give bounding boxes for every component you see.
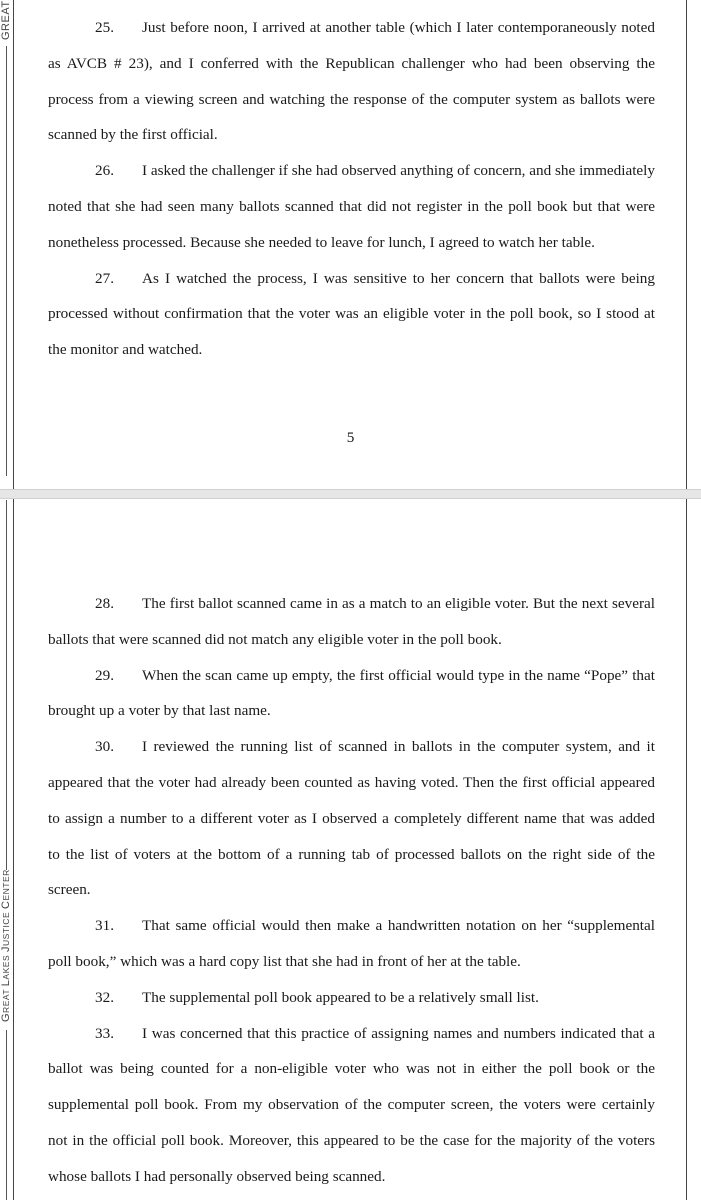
paragraph-first-line (95, 162, 655, 180)
sidebar-line (6, 46, 7, 476)
sidebar-watermark-top (0, 0, 13, 200)
paragraph-text: When the scan came up empty, the first official would type in the name “Pope” that (142, 666, 655, 684)
paragraph-line (48, 881, 655, 899)
paragraph-text: not in the official poll book. Moreover, this appeared to be the case for the majority of the voters (48, 1132, 655, 1149)
paragraph-text: ballots that were scanned did not match any eligible voter in the poll book. (48, 630, 502, 648)
paragraph-text: supplemental poll book. From my observation of the computer screen, the voters were certainly (48, 1096, 655, 1114)
paragraph-line (48, 234, 655, 252)
paragraph-text: screen. (48, 881, 91, 899)
paragraph-line (48, 846, 655, 864)
paragraph-text: As I watched the process, I was sensitive to her concern that ballots were being (142, 269, 655, 287)
sidebar-watermark-bottom (0, 500, 13, 1200)
paragraph-line (48, 305, 655, 323)
page-separator (0, 489, 701, 499)
paragraph-number: 32. (95, 988, 114, 1006)
paragraph-text: whose ballots I had personally observed being scanned. (48, 1167, 386, 1185)
paragraph-text: processed without confirmation that the voter was an eligible voter in the poll book, so I stood at (48, 305, 655, 323)
paragraph-number: 26. (95, 162, 114, 180)
paragraph-number: 31. (95, 917, 114, 935)
paragraph-text: scanned by the first official. (48, 126, 218, 144)
paragraph-text: poll book,” which was a hard copy list that she had in front of her at the table. (48, 953, 521, 970)
sidebar-line (6, 1030, 7, 1200)
paragraph-text: appeared that the voter had already been counted as having voted. Then the first official appeared (48, 774, 655, 791)
paragraph-text: The supplemental poll book appeared to be a relatively small list. (142, 988, 539, 1006)
paragraph-first-line (95, 989, 655, 1007)
paragraph-line (48, 341, 655, 359)
paragraph-number: 28. (95, 595, 114, 612)
paragraph-number: 33. (95, 1024, 114, 1042)
paragraph-text: That same official would then make a handwritten notation on her “supplemental (142, 917, 655, 935)
paragraph-line (48, 198, 655, 216)
paragraph-first-line (95, 595, 655, 613)
paragraph-first-line (95, 667, 655, 685)
paragraph-line (48, 126, 655, 144)
paragraph-text: I was concerned that this practice of assigning names and numbers indicated that a (142, 1024, 655, 1042)
paragraph-text: I asked the challenger if she had observed anything of concern, and she immediately (142, 162, 655, 180)
paragraph-line (48, 774, 655, 792)
paragraph-text: noted that she had seen many ballots scanned that did not register in the poll book but that were (48, 198, 655, 215)
paragraph-text: Just before noon, I arrived at another table (which I later contemporaneously noted (142, 19, 655, 36)
paragraph-first-line (95, 19, 655, 37)
paragraph-text: as AVCB # 23), and I conferred with the Republican challenger who had been observing the (48, 54, 655, 72)
paragraph-line (48, 953, 655, 971)
paragraph-line (48, 631, 655, 649)
sidebar-line (6, 500, 7, 870)
paragraph-number: 27. (95, 269, 114, 287)
paragraph-text: nonetheless processed. Because she needed to leave for lunch, I agreed to watch her table. (48, 233, 595, 251)
paragraph-first-line (95, 1025, 655, 1043)
paragraph-line (48, 1168, 655, 1186)
paragraph-first-line (95, 270, 655, 288)
paragraph-number: 29. (95, 666, 114, 684)
paragraph-first-line (95, 738, 655, 756)
sidebar-label-top: GREAT (0, 0, 12, 40)
paragraph-text: brought up a voter by that last name. (48, 702, 271, 720)
paragraph-line (48, 1096, 655, 1114)
page-number: 5 (346, 429, 355, 446)
paragraph-text: I reviewed the running list of scanned in ballots in the computer system, and it (142, 738, 655, 756)
paragraph-line (48, 1060, 655, 1078)
paragraph-line (48, 55, 655, 73)
paragraph-text: to the list of voters at the bottom of a running tab of processed ballots on the right side of the (48, 845, 655, 863)
paragraph-line (48, 810, 655, 828)
paragraph-first-line (95, 917, 655, 935)
paragraph-text: to assign a number to a different voter as I observed a completely different name that was added (48, 809, 655, 827)
paragraph-text: process from a viewing screen and watching the response of the computer system as ballots were (48, 90, 655, 108)
paragraph-text: the monitor and watched. (48, 341, 203, 359)
paragraph-line (48, 1132, 655, 1150)
paragraph-line (48, 91, 655, 109)
paragraph-text: The first ballot scanned came in as a match to an eligible voter. But the next several (142, 595, 655, 612)
paragraph-line (48, 702, 655, 720)
sidebar-label-bottom: GREAT LAKES JUSTICE CENTER (0, 869, 12, 1022)
paragraph-number: 30. (95, 738, 114, 756)
paragraph-number: 25. (95, 19, 114, 36)
paragraph-text: ballot was being counted for a non-eligible voter who was not in either the poll book or the (48, 1060, 655, 1078)
